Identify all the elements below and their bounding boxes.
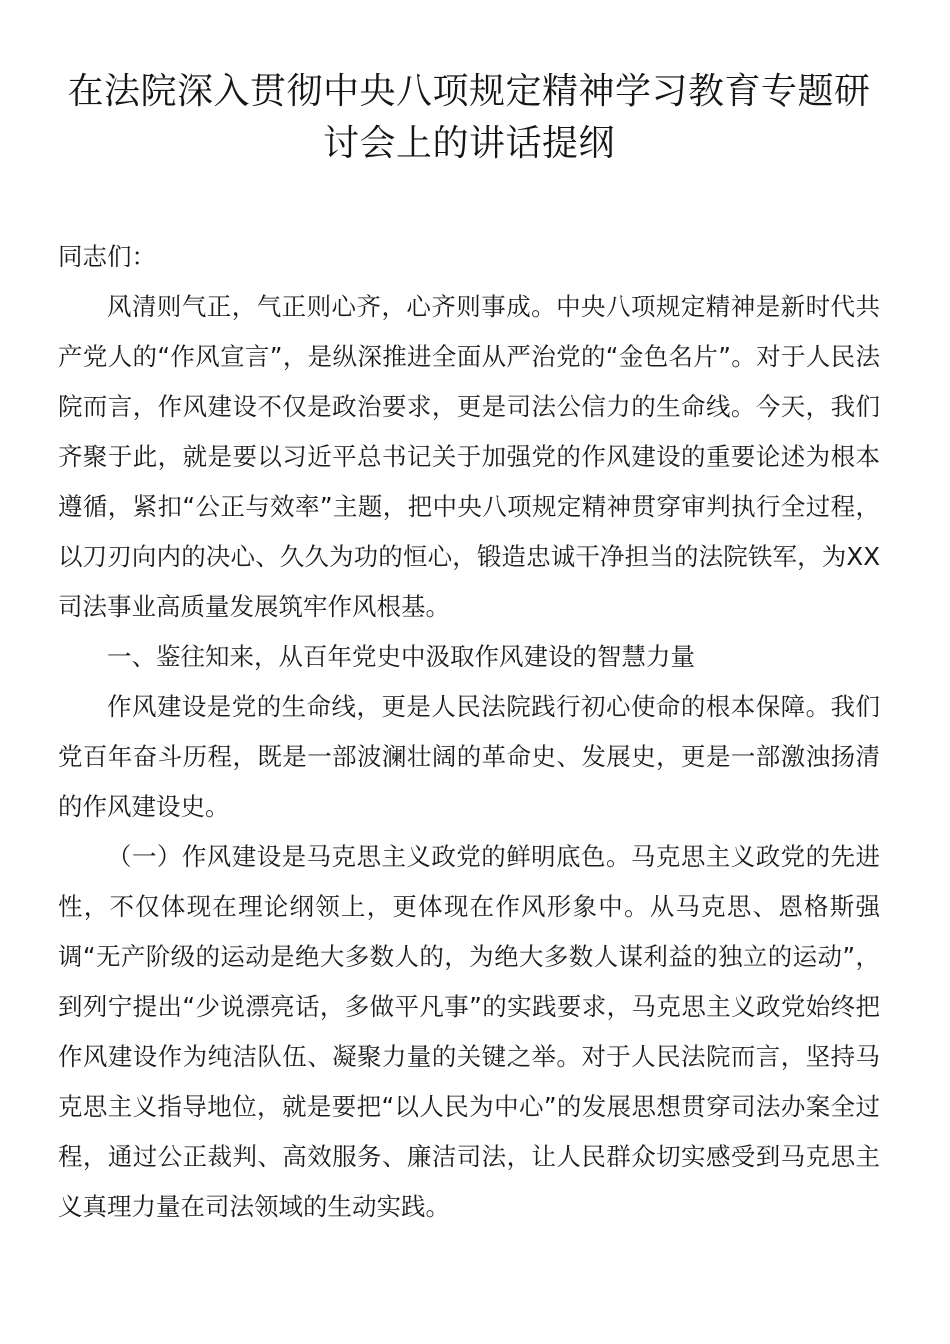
document-title: 在法院深入贯彻中央八项规定精神学习教育专题研讨会上的讲话提纲 — [67, 71, 871, 164]
salutation: 同志们： — [58, 242, 156, 271]
paragraph-subsection-1: （一）作风建设是马克思主义政党的鲜明底色。马克思主义政党的先进性，不仅体现在理论纲领上，更体现在作风形象中。从马克思、恩格斯强调“无产阶级的运动是绝大多数人的，为绝大多数人谋利益的独立的运动”，到列宁提出“少说漂亮话，多做平凡事”的实践要求，马克思主义政党始终把作风建设作为纯洁队伍、凝聚力量的关键之举。对于人民法院而言，坚持马克思主义指导地位，就是要把“以人民为中心”的发展思想贯穿司法办案全过程，通过公正裁判、高效服务、廉洁司法，让人民群众切实感受到马克思主义真理力量在司法领域的生动实践。 — [58, 842, 880, 1221]
document-body — [58, 232, 880, 1232]
section-heading-1: 一、鉴往知来，从百年党史中汲取作风建设的智慧力量 — [107, 642, 695, 671]
paragraph-intro: 风清则气正，气正则心齐，心齐则事成。中央八项规定精神是新时代共产党人的“作风宣言”，是纵深推进全面从严治党的“金色名片”。对于人民法院而言，作风建设不仅是政治要求，更是司法公信力的生命线。今天，我们齐聚于此，就是要以习近平总书记关于加强党的作风建设的重要论述为根本遵循，紧扣“公正与效率”主题，把中央八项规定精神贯穿审判执行全过程，以刀刃向内的决心、久久为功的恒心，锻造忠诚干净担当的法院铁军，为XX司法事业高质量发展筑牢作风根基。 — [58, 292, 880, 621]
paragraph-section-1: 作风建设是党的生命线，更是人民法院践行初心使命的根本保障。我们党百年奋斗历程，既是一部波澜壮阔的革命史、发展史，更是一部激浊扬清的作风建设史。 — [58, 692, 880, 821]
